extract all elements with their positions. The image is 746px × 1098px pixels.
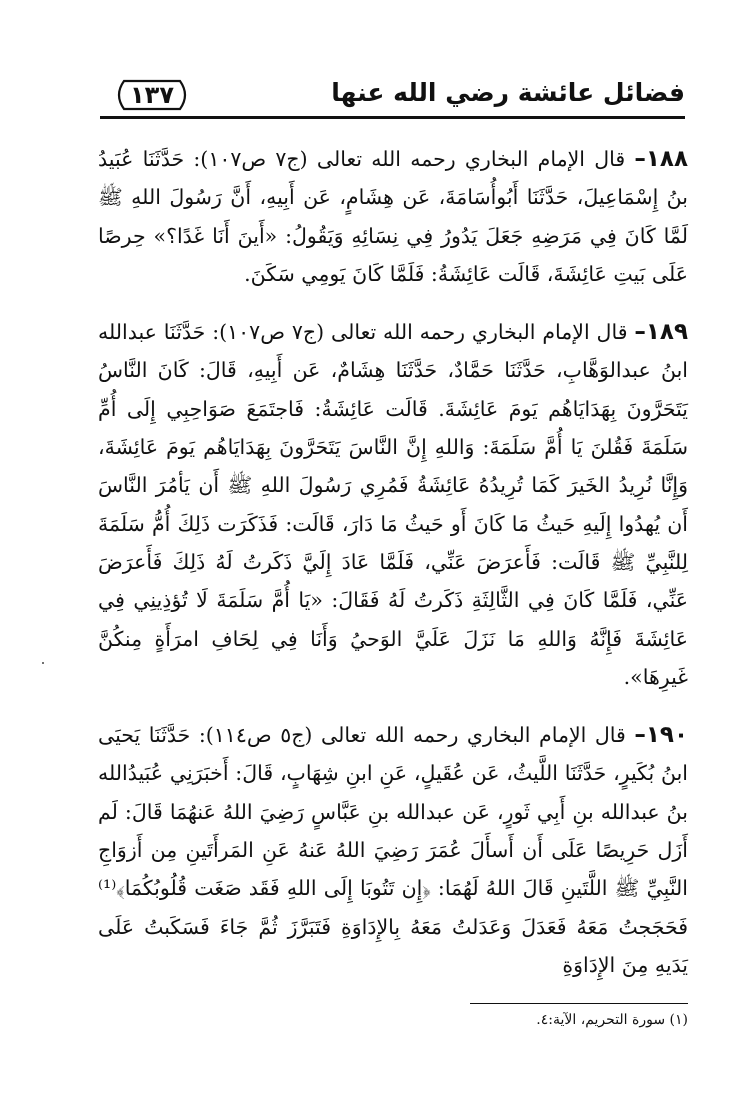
hadith-text: قال الإمام البخاري رحمه الله تعالى (ج٥ ص١١٤): حَدَّثَنَا يَحيَى ابنُ بُكَيرٍ، حَدَّثَنَا اللَّيثُ، عَن عُقَيلٍ، عَنِ ابنِ شِهَابٍ، قَالَ: أَخبَرَنِي عُبَيدُالله بنُ عبدالله بنِ أَبِي ثَورٍ، عَن عبدالله بنِ عَبَّاسٍ رَضِيَ اللهُ عَنهُمَا قَالَ: لَم أَزَل حَرِيصًا عَلَى أَن أَسأَلَ عُمَرَ رَضِيَ اللهُ عَنهُ عَنِ المَرأَتَينِ مِن أَزوَاجِ النَّبِيِّ ﷺ اللَّتَينِ قَالَ اللهُ لَهُمَا: ﴿إِن تَتُوبَا إِلَى اللهِ فَقَد صَغَت قُلُوبُكُمَا﴾⁽¹⁾ فَحَجَجتُ مَعَهُ فَعَدَلَ وَعَدَلتُ مَعَهُ بِالإِدَاوَةِ فَتَبَرَّزَ ثُمَّ جَاءَ فَسَكَبتُ عَلَى يَدَيهِ مِنَ الإِدَاوَةِ (98, 723, 688, 977)
page-number-frame (112, 78, 192, 112)
scan-speck (42, 662, 44, 664)
hadith-paragraph-190 (98, 716, 688, 984)
page-header (100, 70, 685, 120)
hadith-paragraph-189 (98, 313, 688, 696)
hadith-number: ١٩٠ (645, 722, 688, 749)
hadith-number: ١٨٩ (645, 319, 688, 346)
hadith-text: قال الإمام البخاري رحمه الله تعالى (ج٧ ص١٠٧): حَدَّثَنَا عبدالله ابنُ عبدالوَهَّابِ، حَدَّثَنَا حَمَّادٌ، حَدَّثَنَا هِشَامٌ، عَن أَبِيهِ، قَالَ: كَانَ النَّاسُ يَتَحَرَّونَ بِهَدَايَاهُم يَومَ عَائِشَةَ. قَالَت عَائِشَةُ: فَاجتَمَعَ صَوَاحِبِي إِلَى أُمِّ سَلَمَةَ فَقُلنَ يَا أُمَّ سَلَمَةَ: وَاللهِ إِنَّ النَّاسَ يَتَحَرَّونَ بِهَدَايَاهُم يَومَ عَائِشَةَ، وَإِنَّا نُرِيدُ الخَيرَ كَمَا تُرِيدُهُ عَائِشَةُ فَمُرِي رَسُولَ اللهِ ﷺ أَن يَأمُرَ النَّاسَ أَن يُهدُوا إِلَيهِ حَيثُ مَا كَانَ أَو حَيثُ مَا دَارَ، قَالَت: فَذَكَرَت ذَلِكَ أُمُّ سَلَمَةَ لِلنَّبِيِّ ﷺ قَالَت: فَأَعرَضَ عَنِّي، فَلَمَّا عَادَ إِلَيَّ ذَكَرتُ لَهُ ذَلِكَ فَأَعرَضَ عَنِّي، فَلَمَّا كَانَ فِي الثَّالِثَةِ ذَكَرتُ لَهُ فَقَالَ: «يَا أُمَّ سَلَمَةَ لَا تُؤذِينِي فِي عَائِشَةَ فَإِنَّهُ وَاللهِ مَا نَزَلَ عَلَيَّ الوَحيُ وَأَنَا فِي لِحَافِ امرَأَةٍ مِنكُنَّ غَيرِهَا». (98, 320, 688, 689)
running-title: فضائل عائشة رضي الله عنها (331, 78, 685, 107)
hadith-number-dash: – (634, 722, 646, 749)
header-rule (100, 116, 685, 119)
footnote-rule (470, 1003, 688, 1004)
hadith-number: ١٨٨ (645, 146, 689, 172)
footnote: (١) سورة التحريم، الآية:٤. (536, 1012, 688, 1028)
hadith-number-dash: – (634, 146, 646, 172)
page-number: ١٣٧ (130, 81, 174, 109)
page-content (98, 140, 688, 1004)
hadith-paragraph-188 (98, 140, 688, 293)
hadith-number-dash: – (634, 319, 646, 346)
hadith-text: قال الإمام البخاري رحمه الله تعالى (ج٧ ص١٠٧): حَدَّثَنَا عُبَيدُ بنُ إِسْمَاعِيلَ، حَدَّثَنَا أَبُوأُسَامَةَ، عَن هِشَامٍ، عَن أَبِيهِ، أَنَّ رَسُولَ اللهِ ﷺ لَمَّا كَانَ فِي مَرَضِهِ جَعَلَ يَدُورُ فِي نِسَائِهِ وَيَقُولُ: «أَينَ أَنَا غَدًا؟» حِرصًا عَلَى بَيتِ عَائِشَةَ، قَالَت عَائِشَةُ: فَلَمَّا كَانَ يَومِي سَكَنَ. (98, 147, 688, 286)
